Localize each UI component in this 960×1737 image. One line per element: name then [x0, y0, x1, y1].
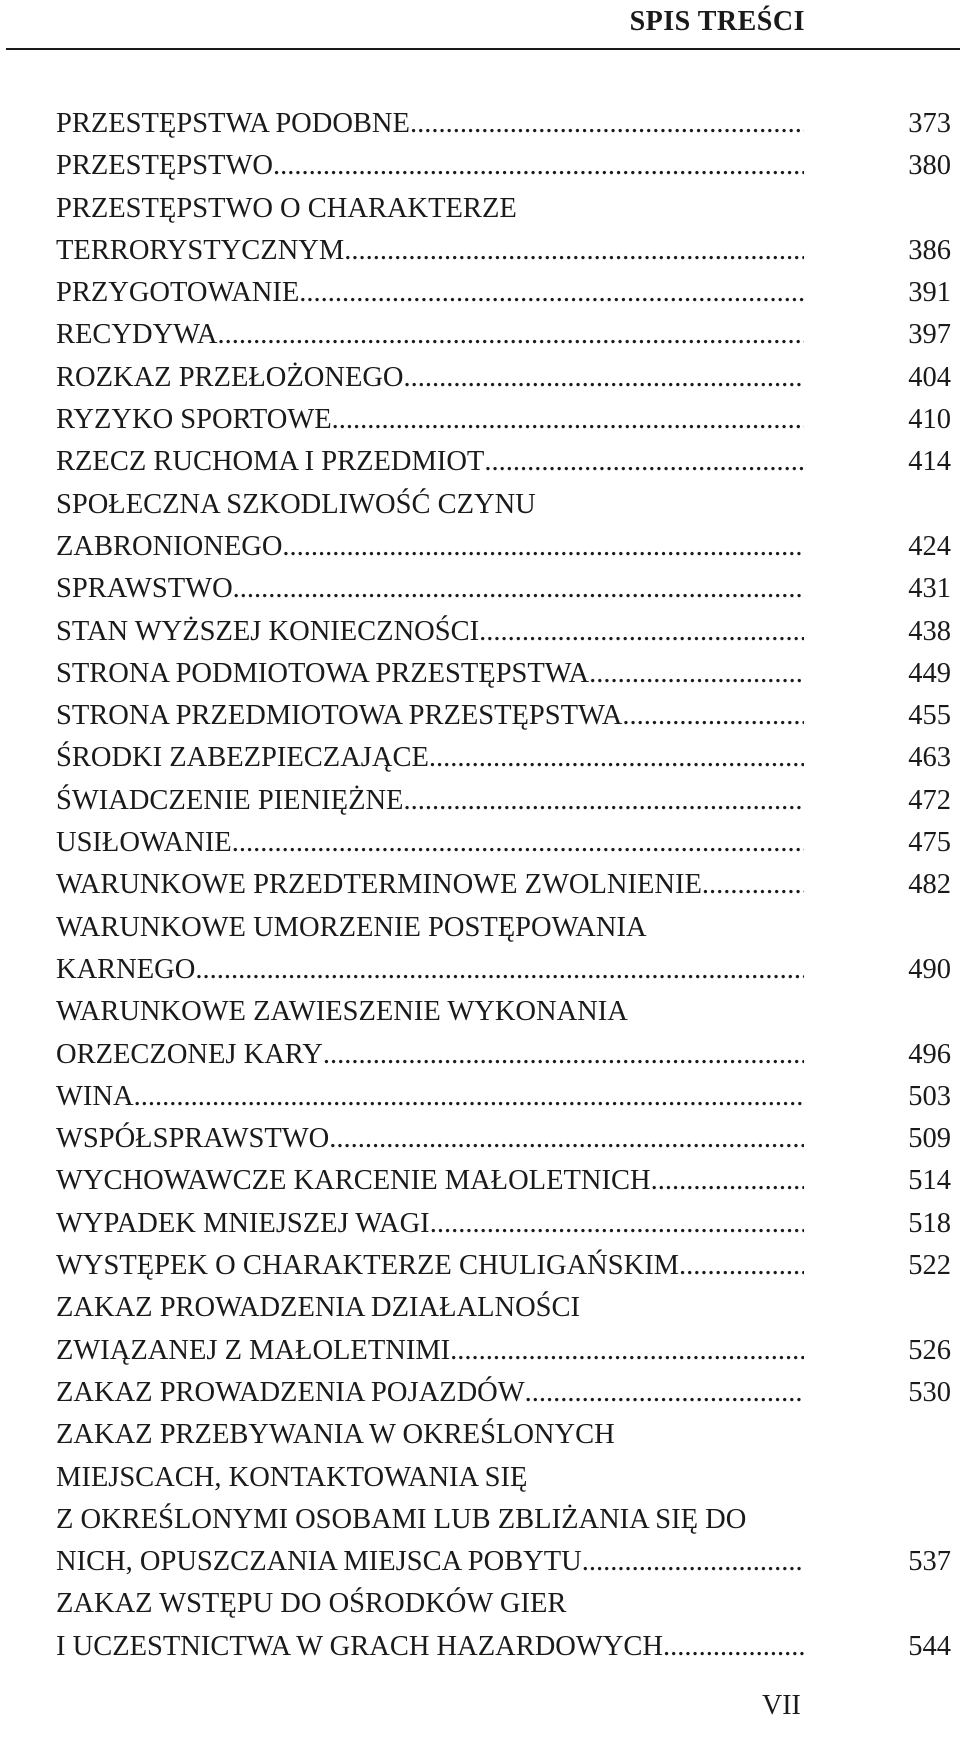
dot-leader — [403, 780, 804, 822]
table-of-contents — [56, 103, 951, 1668]
toc-entry-title: WYPADEK MNIEJSZEJ WAGI — [56, 1207, 430, 1239]
toc-page-number: 472 — [908, 784, 951, 816]
toc-entry-leader — [56, 1541, 804, 1583]
toc-entry-leader — [56, 441, 804, 483]
toc-entry-title: STRONA PRZEDMIOTOWA PRZESTĘPSTWA — [56, 700, 623, 732]
toc-entry-leader — [56, 737, 804, 779]
toc-entry-leader — [56, 1372, 804, 1414]
dot-leader — [404, 357, 804, 399]
dot-leader — [323, 1034, 804, 1076]
dot-leader — [582, 1541, 804, 1583]
toc-entry-line — [56, 822, 951, 864]
toc-entry-title: ZAKAZ PROWADZENIA DZIAŁALNOŚCI — [56, 1292, 581, 1324]
toc-entry — [56, 695, 951, 737]
toc-page-number: 386 — [908, 234, 951, 266]
toc-entry-line — [56, 1245, 951, 1287]
toc-entry — [56, 314, 951, 356]
toc-entry-line — [56, 357, 951, 399]
dot-leader — [651, 1160, 804, 1202]
toc-entry-leader — [56, 864, 804, 906]
toc-page-number: 431 — [908, 573, 951, 605]
dot-leader — [589, 653, 804, 695]
dot-leader — [484, 441, 804, 483]
toc-entry-leader — [56, 399, 804, 441]
toc-entry-line — [56, 611, 951, 653]
toc-page-number: 380 — [908, 150, 951, 182]
toc-entry-title: PRZESTĘPSTWO — [56, 150, 273, 182]
toc-entry-leader — [56, 1626, 804, 1668]
toc-entry-title: USIŁOWANIE — [56, 827, 232, 859]
dot-leader — [663, 1626, 804, 1668]
dot-leader — [450, 1330, 804, 1372]
toc-entry — [56, 568, 951, 610]
toc-entry-title: STRONA PODMIOTOWA PRZESTĘPSTWA — [56, 657, 590, 689]
toc-entry — [56, 822, 951, 864]
toc-entry-line — [56, 441, 951, 483]
toc-entry-line — [56, 145, 951, 187]
dot-leader — [679, 1245, 804, 1287]
toc-entry — [56, 1287, 951, 1372]
toc-entry — [56, 864, 951, 906]
dot-leader — [329, 1118, 804, 1160]
toc-entry-line — [56, 1034, 951, 1076]
toc-entry — [56, 1203, 951, 1245]
toc-entry-leader — [56, 568, 804, 610]
toc-entry-leader — [56, 145, 804, 187]
toc-entry — [56, 1372, 951, 1414]
toc-entry-line — [56, 1499, 951, 1541]
toc-page-number: 373 — [908, 108, 951, 139]
dot-leader — [525, 1372, 804, 1414]
toc-entry-leader — [56, 103, 804, 145]
toc-entry — [56, 441, 951, 483]
toc-page-number: 537 — [908, 1546, 951, 1578]
toc-entry-leader — [56, 1034, 804, 1076]
toc-entry-title: RZECZ RUCHOMA I PRZEDMIOT — [56, 446, 485, 478]
dot-leader — [233, 568, 804, 610]
toc-entry-title: WINA — [56, 1080, 134, 1112]
toc-entry — [56, 1076, 951, 1118]
toc-entry-title: NICH, OPUSZCZANIA MIEJSCA POBYTU — [56, 1546, 582, 1578]
toc-entry-line — [56, 272, 951, 314]
toc-entry-leader — [56, 1118, 804, 1160]
toc-entry — [56, 1118, 951, 1160]
dot-leader — [273, 145, 804, 187]
page-folio: VII — [762, 1690, 801, 1721]
dot-leader — [218, 314, 805, 356]
toc-entry-line — [56, 188, 951, 230]
toc-page-number: 518 — [908, 1207, 951, 1239]
toc-page-number: 463 — [908, 742, 951, 774]
toc-entry-line — [56, 1203, 951, 1245]
toc-entry-line — [56, 864, 951, 906]
header-rule — [6, 48, 960, 50]
toc-entry-line — [56, 1457, 951, 1499]
toc-entry — [56, 907, 951, 992]
toc-entry-line — [56, 568, 951, 610]
toc-entry-title: WYSTĘPEK O CHARAKTERZE CHULIGAŃSKIM — [56, 1250, 680, 1282]
toc-entry-leader — [56, 357, 804, 399]
running-head-title: SPIS TREŚCI — [629, 6, 805, 37]
toc-entry-title: SPOŁECZNA SZKODLIWOŚĆ CZYNU — [56, 488, 536, 520]
toc-entry-title: PRZESTĘPSTWA PODOBNE — [56, 108, 410, 139]
toc-entry-title: WARUNKOWE PRZEDTERMINOWE ZWOLNIENIE — [56, 869, 702, 901]
toc-entry-title: TERRORYSTYCZNYM — [56, 234, 345, 266]
toc-entry — [56, 991, 951, 1076]
toc-page-number: 414 — [908, 446, 951, 478]
toc-entry-line — [56, 949, 951, 991]
toc-entry-line — [56, 314, 951, 356]
toc-page-number: 475 — [908, 827, 951, 859]
toc-entry-leader — [56, 230, 804, 272]
toc-entry — [56, 1245, 951, 1287]
toc-page-number: 490 — [908, 953, 951, 985]
dot-leader — [332, 399, 804, 441]
dot-leader — [134, 1076, 804, 1118]
toc-entry-title: WARUNKOWE ZAWIESZENIE WYKONANIA — [56, 996, 628, 1028]
toc-entry-line — [56, 1583, 951, 1625]
toc-entry-line — [56, 526, 951, 568]
toc-entry-leader — [56, 822, 804, 864]
toc-entry-line — [56, 907, 951, 949]
toc-entry — [56, 780, 951, 822]
toc-entry-line — [56, 1076, 951, 1118]
toc-entry-leader — [56, 949, 804, 991]
toc-page-number: 482 — [908, 869, 951, 901]
dot-leader — [410, 103, 804, 145]
toc-page-number: 544 — [908, 1630, 951, 1662]
dot-leader — [429, 737, 804, 779]
toc-entry-title: ZAKAZ PROWADZENIA POJAZDÓW — [56, 1376, 525, 1408]
toc-entry — [56, 272, 951, 314]
toc-entry-line — [56, 1372, 951, 1414]
toc-entry-line — [56, 103, 951, 145]
toc-entry — [56, 145, 951, 187]
toc-page-number: 522 — [908, 1250, 951, 1282]
toc-page-number: 514 — [908, 1165, 951, 1197]
toc-entry — [56, 188, 951, 273]
toc-entry — [56, 1414, 951, 1583]
dot-leader — [282, 526, 804, 568]
toc-entry — [56, 484, 951, 569]
toc-page-number: 438 — [908, 615, 951, 647]
toc-entry-line — [56, 695, 951, 737]
toc-entry — [56, 399, 951, 441]
toc-entry-title: SPRAWSTWO — [56, 573, 233, 605]
toc-entry-leader — [56, 1076, 804, 1118]
toc-entry-line — [56, 1626, 951, 1668]
toc-entry-title: WSPÓŁSPRAWSTWO — [56, 1123, 330, 1155]
toc-page-number: 424 — [908, 530, 951, 562]
dot-leader — [299, 272, 804, 314]
toc-entry-leader — [56, 272, 804, 314]
dot-leader — [702, 864, 804, 906]
toc-entry-leader — [56, 695, 804, 737]
toc-page-number: 526 — [908, 1334, 951, 1366]
toc-entry-title: KARNEGO — [56, 953, 196, 985]
toc-entry-title: PRZYGOTOWANIE — [56, 277, 300, 309]
toc-page-number: 391 — [908, 277, 951, 309]
toc-entry-title: ŚWIADCZENIE PIENIĘŻNE — [56, 784, 404, 816]
toc-entry-title: ROZKAZ PRZEŁOŻONEGO — [56, 361, 404, 393]
toc-page-number: 496 — [908, 1038, 951, 1070]
toc-entry-line — [56, 399, 951, 441]
toc-page-number: 503 — [908, 1080, 951, 1112]
toc-page-number: 530 — [908, 1376, 951, 1408]
toc-entry-title: ZAKAZ WSTĘPU DO OŚRODKÓW GIER — [56, 1588, 567, 1620]
toc-entry-title: ZWIĄZANEJ Z MAŁOLETNIMI — [56, 1334, 451, 1366]
toc-entry-line — [56, 780, 951, 822]
toc-entry — [56, 611, 951, 653]
toc-entry-leader — [56, 1160, 804, 1202]
dot-leader — [430, 1203, 804, 1245]
toc-entry-title: Z OKREŚLONYMI OSOBAMI LUB ZBLIŻANIA SIĘ DO — [56, 1503, 747, 1535]
toc-entry — [56, 737, 951, 779]
toc-entry-title: WARUNKOWE UMORZENIE POSTĘPOWANIA — [56, 911, 647, 943]
toc-entry-leader — [56, 526, 804, 568]
toc-entry — [56, 653, 951, 695]
toc-entry-title: ZABRONIONEGO — [56, 530, 283, 562]
toc-entry-line — [56, 1118, 951, 1160]
toc-entry-line — [56, 1160, 951, 1202]
toc-entry-leader — [56, 1245, 804, 1287]
dot-leader — [479, 611, 804, 653]
toc-entry-title: ORZECZONEJ KARY — [56, 1038, 323, 1070]
toc-entry-line — [56, 230, 951, 272]
toc-entry-leader — [56, 1203, 804, 1245]
toc-entry-line — [56, 1287, 951, 1329]
dot-leader — [622, 695, 804, 737]
toc-entry-title: STAN WYŻSZEJ KONIECZNOŚCI — [56, 615, 480, 647]
toc-page-number: 397 — [908, 319, 951, 351]
toc-page-number: 509 — [908, 1123, 951, 1155]
dot-leader — [232, 822, 804, 864]
toc-entry-line — [56, 737, 951, 779]
toc-page-number: 410 — [908, 404, 951, 436]
toc-entry-leader — [56, 314, 804, 356]
toc-entry — [56, 103, 951, 145]
toc-entry-line — [56, 653, 951, 695]
toc-entry-title: ZAKAZ PRZEBYWANIA W OKREŚLONYCH — [56, 1419, 615, 1451]
toc-entry-leader — [56, 653, 804, 695]
toc-entry-leader — [56, 780, 804, 822]
toc-entry-line — [56, 1541, 951, 1583]
toc-entry-title: ŚRODKI ZABEZPIECZAJĄCE — [56, 742, 429, 774]
dot-leader — [344, 230, 804, 272]
toc-page-number: 455 — [908, 700, 951, 732]
toc-entry-leader — [56, 611, 804, 653]
toc-entry-title: RECYDYWA — [56, 319, 218, 351]
toc-entry-line — [56, 1330, 951, 1372]
toc-entry-line — [56, 484, 951, 526]
toc-entry — [56, 1160, 951, 1202]
toc-entry-title: I UCZESTNICTWA W GRACH HAZARDOWYCH — [56, 1630, 663, 1662]
toc-entry-line — [56, 1414, 951, 1456]
toc-page-number: 449 — [908, 657, 951, 689]
toc-entry-leader — [56, 1330, 804, 1372]
toc-entry — [56, 357, 951, 399]
toc-entry-line — [56, 991, 951, 1033]
toc-entry-title: WYCHOWAWCZE KARCENIE MAŁOLETNICH — [56, 1165, 651, 1197]
toc-entry-title: MIEJSCACH, KONTAKTOWANIA SIĘ — [56, 1461, 528, 1493]
toc-page-number: 404 — [908, 361, 951, 393]
dot-leader — [195, 949, 804, 991]
toc-entry — [56, 1583, 951, 1668]
toc-entry-title: PRZESTĘPSTWO O CHARAKTERZE — [56, 192, 517, 224]
toc-entry-title: RYZYKO SPORTOWE — [56, 404, 332, 436]
